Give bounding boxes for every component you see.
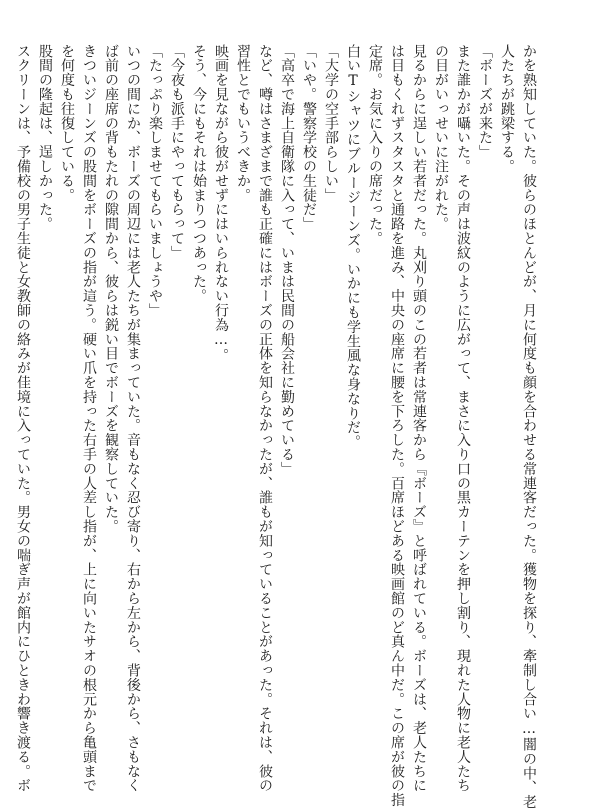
text-line: 「ボーズが来た」 <box>477 44 493 160</box>
text-line: そう、今にもそれは始まりつつあった。 <box>191 44 207 304</box>
text-line: ば前の座席の背もたれの隙間から、彼らは鋭い目でボーズを観察していた。 <box>103 44 119 534</box>
text-line: 「大学の空手部らしい」 <box>323 44 339 203</box>
vertical-text-body <box>12 44 540 809</box>
text-line: の目がいっせいに注がれた。 <box>433 44 449 232</box>
text-line: 「たっぷり楽しませてもらいましょうや」 <box>147 44 163 318</box>
text-line: 人たちが跳梁する。 <box>499 44 515 174</box>
text-line: 「高卒で海上自衛隊に入って、いまは民間の船会社に勤めている」 <box>279 44 295 476</box>
text-line: 習性とでもいうべきか。 <box>235 44 251 203</box>
text-line: 「いや。警察学校の生徒だ」 <box>301 44 317 232</box>
text-line: かを熟知していた。彼らのほとんどが、月に何度も顔を合わせる常連客だった。獲物を探り、牽制し合い…闇の中、老 <box>521 44 537 809</box>
text-line: 「今夜も派手にやってもらって」 <box>169 44 185 260</box>
text-line: を何度も往復している。 <box>59 44 75 203</box>
text-line: また誰かが囁いた。その声は波紋のように広がって、まさに入り口の黒カーテンを押し割り、現れた人物に老人たち <box>455 44 471 793</box>
text-line: きついジーンズの股間をボーズの指が這う。硬い爪を持った右手の人差し指が、上に向いたサオの根元から亀頭まで <box>81 44 97 793</box>
text-line: いつの間にか、ボーズの周辺には老人たちが集まっていた。音もなく忍び寄り、右から左から、背後から、さもなく <box>125 44 141 793</box>
text-line: 映画を見ながら彼がせずにはいられない行為…。 <box>213 44 229 363</box>
text-line: など、噂はさまざまで誰も正確にはボーズの正体を知らなかったが、誰もが知っていることがあった。それは、彼の <box>257 44 273 793</box>
text-line: 白いTシャツにブルージーンズ。いかにも学生風な身なりだ。 <box>345 44 361 450</box>
text-line: 見るからに逞しい若者だった。丸刈り頭のこの若者は常連客から『ボーズ』と呼ばれている。ボーズは、老人たちに <box>411 44 427 793</box>
text-line: スクリーンは、予備校の男子生徒と女教師の絡みが佳境に入っていた。男女の喘ぎ声が館内にひときわ響き渡る。ボ <box>15 44 31 793</box>
text-line: は目もくれずスタスタと通路を進み、中央の座席に腰を下ろした。百席ほどある映画館のど真ん中だ。この席が彼の指 <box>389 44 405 808</box>
text-line: 股間の隆起は、逞しかった。 <box>37 44 53 232</box>
text-line: 定席。お気に入りの席だった。 <box>367 44 383 246</box>
